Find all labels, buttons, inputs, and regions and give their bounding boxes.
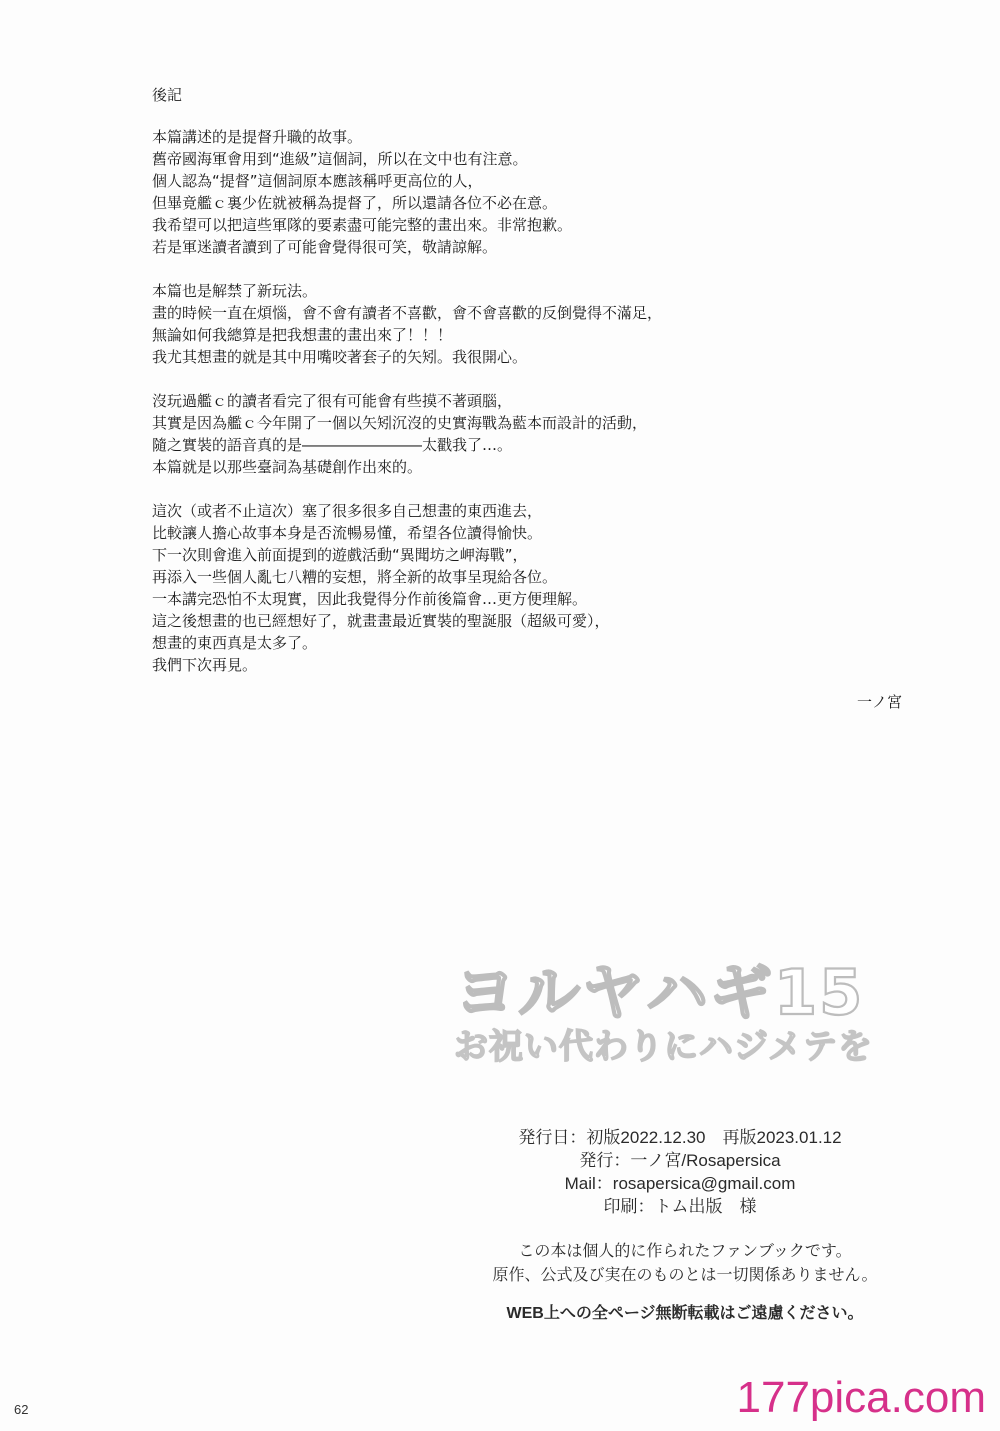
logo-subtitle: お祝い代わりにハジメテを [454,1027,873,1067]
book-title-logo [448,952,928,1072]
afterword-line: 本篇就是以那些臺詞為基礎創作出來的。 [152,458,423,476]
afterword-line: 我尤其想畫的就是其中用嘴咬著套子的矢矧。我很開心。 [152,348,528,366]
afterword-paragraph-3 [152,390,932,478]
notice-unrelated-line: 原作、公式及び実在のものとは一切関係ありません。 [492,1267,878,1284]
afterword-line: 我希望可以把這些軍隊的要素盡可能完整的畫出來。非常抱歉。 [152,216,573,234]
afterword-line: 沒玩過艦ｃ的讀者看完了很有可能會有些摸不著頭腦， [152,392,513,410]
afterword-line: 個人認為“提督”這個詞原本應該稱呼更高位的人， [152,172,483,190]
colophon-printer: 印刷：トム出版 様 [603,1197,757,1216]
afterword-line: 畫的時候一直在煩惱，會不會有讀者不喜歡，會不會喜歡的反倒覺得不滿足， [152,304,663,322]
afterword-line: 但畢竟艦ｃ裏少佐就被稱為提督了，所以還請各位不必在意。 [152,194,558,212]
afterword-line: 舊帝國海軍會用到“進級”這個詞，所以在文中也有注意。 [152,150,528,168]
afterword-line: 下一次則會進入前面提到的遊戲活動“異聞坊之岬海戰”， [152,546,528,564]
afterword-line: 想畫的東西真是太多了。 [152,634,318,652]
site-watermark: 177pica.com [736,1373,986,1422]
afterword-line: 這次（或者不止這次）塞了很多很多自己想畫的東西進去， [152,502,543,520]
title-logo-svg [448,952,928,1072]
afterword-line: 隨之實裝的語音真的是――――――――太戳我了…。 [152,436,513,454]
afterword-line: 我們下次再見。 [152,656,258,674]
afterword-paragraph-1 [152,126,932,258]
notice-no-reprint-line: WEB上への全ページ無断転載はご遠慮ください。 [506,1305,864,1322]
afterword-line: 無論如何我總算是把我想畫的畫出來了！！！ [152,326,453,344]
disclaimer-notice [470,1240,900,1326]
page-number: 62 [14,1402,29,1417]
logo-title: ヨルヤハギ15 [454,956,865,1029]
afterword-line: 若是軍迷讀者讀到了可能會覺得很可笑，敬請諒解。 [152,238,498,256]
afterword-paragraph-4 [152,500,932,676]
colophon-mail: Mail：rosapersica@gmail.com [564,1174,796,1193]
author-signature: 一ノ宮 [856,693,902,711]
afterword-line: 本篇也是解禁了新玩法。 [152,282,318,300]
afterword-paragraph-2 [152,280,932,368]
afterword-section [152,84,932,698]
notice-fanbook-line: この本は個人的に作られたファンブックです。 [518,1243,852,1260]
colophon-publish-date: 発行日：初版2022.12.30 再版2023.01.12 [518,1128,842,1147]
afterword-line: 其實是因為艦ｃ今年開了一個以矢矧沉沒的史實海戰為藍本而設計的活動， [152,414,648,432]
notice-spacer [470,1288,900,1302]
afterword-line: 這之後想畫的也已經想好了，就畫畫最近實裝的聖誕服（超級可愛）， [152,612,610,630]
afterword-line: 一本講完恐怕不太現實，因此我覺得分作前後篇會…更方便理解。 [152,590,588,608]
afterword-line: 再添入一些個人亂七八糟的妄想，將全新的故事呈現給各位。 [152,568,558,586]
colophon-publisher: 発行：一ノ宮/Rosapersica [579,1151,781,1170]
colophon [470,1126,890,1218]
afterword-line: 比較讓人擔心故事本身是否流暢易懂，希望各位讀得愉快。 [152,524,543,542]
afterword-heading: 後記 [152,86,183,104]
afterword-line: 本篇講述的是提督升職的故事。 [152,128,363,146]
